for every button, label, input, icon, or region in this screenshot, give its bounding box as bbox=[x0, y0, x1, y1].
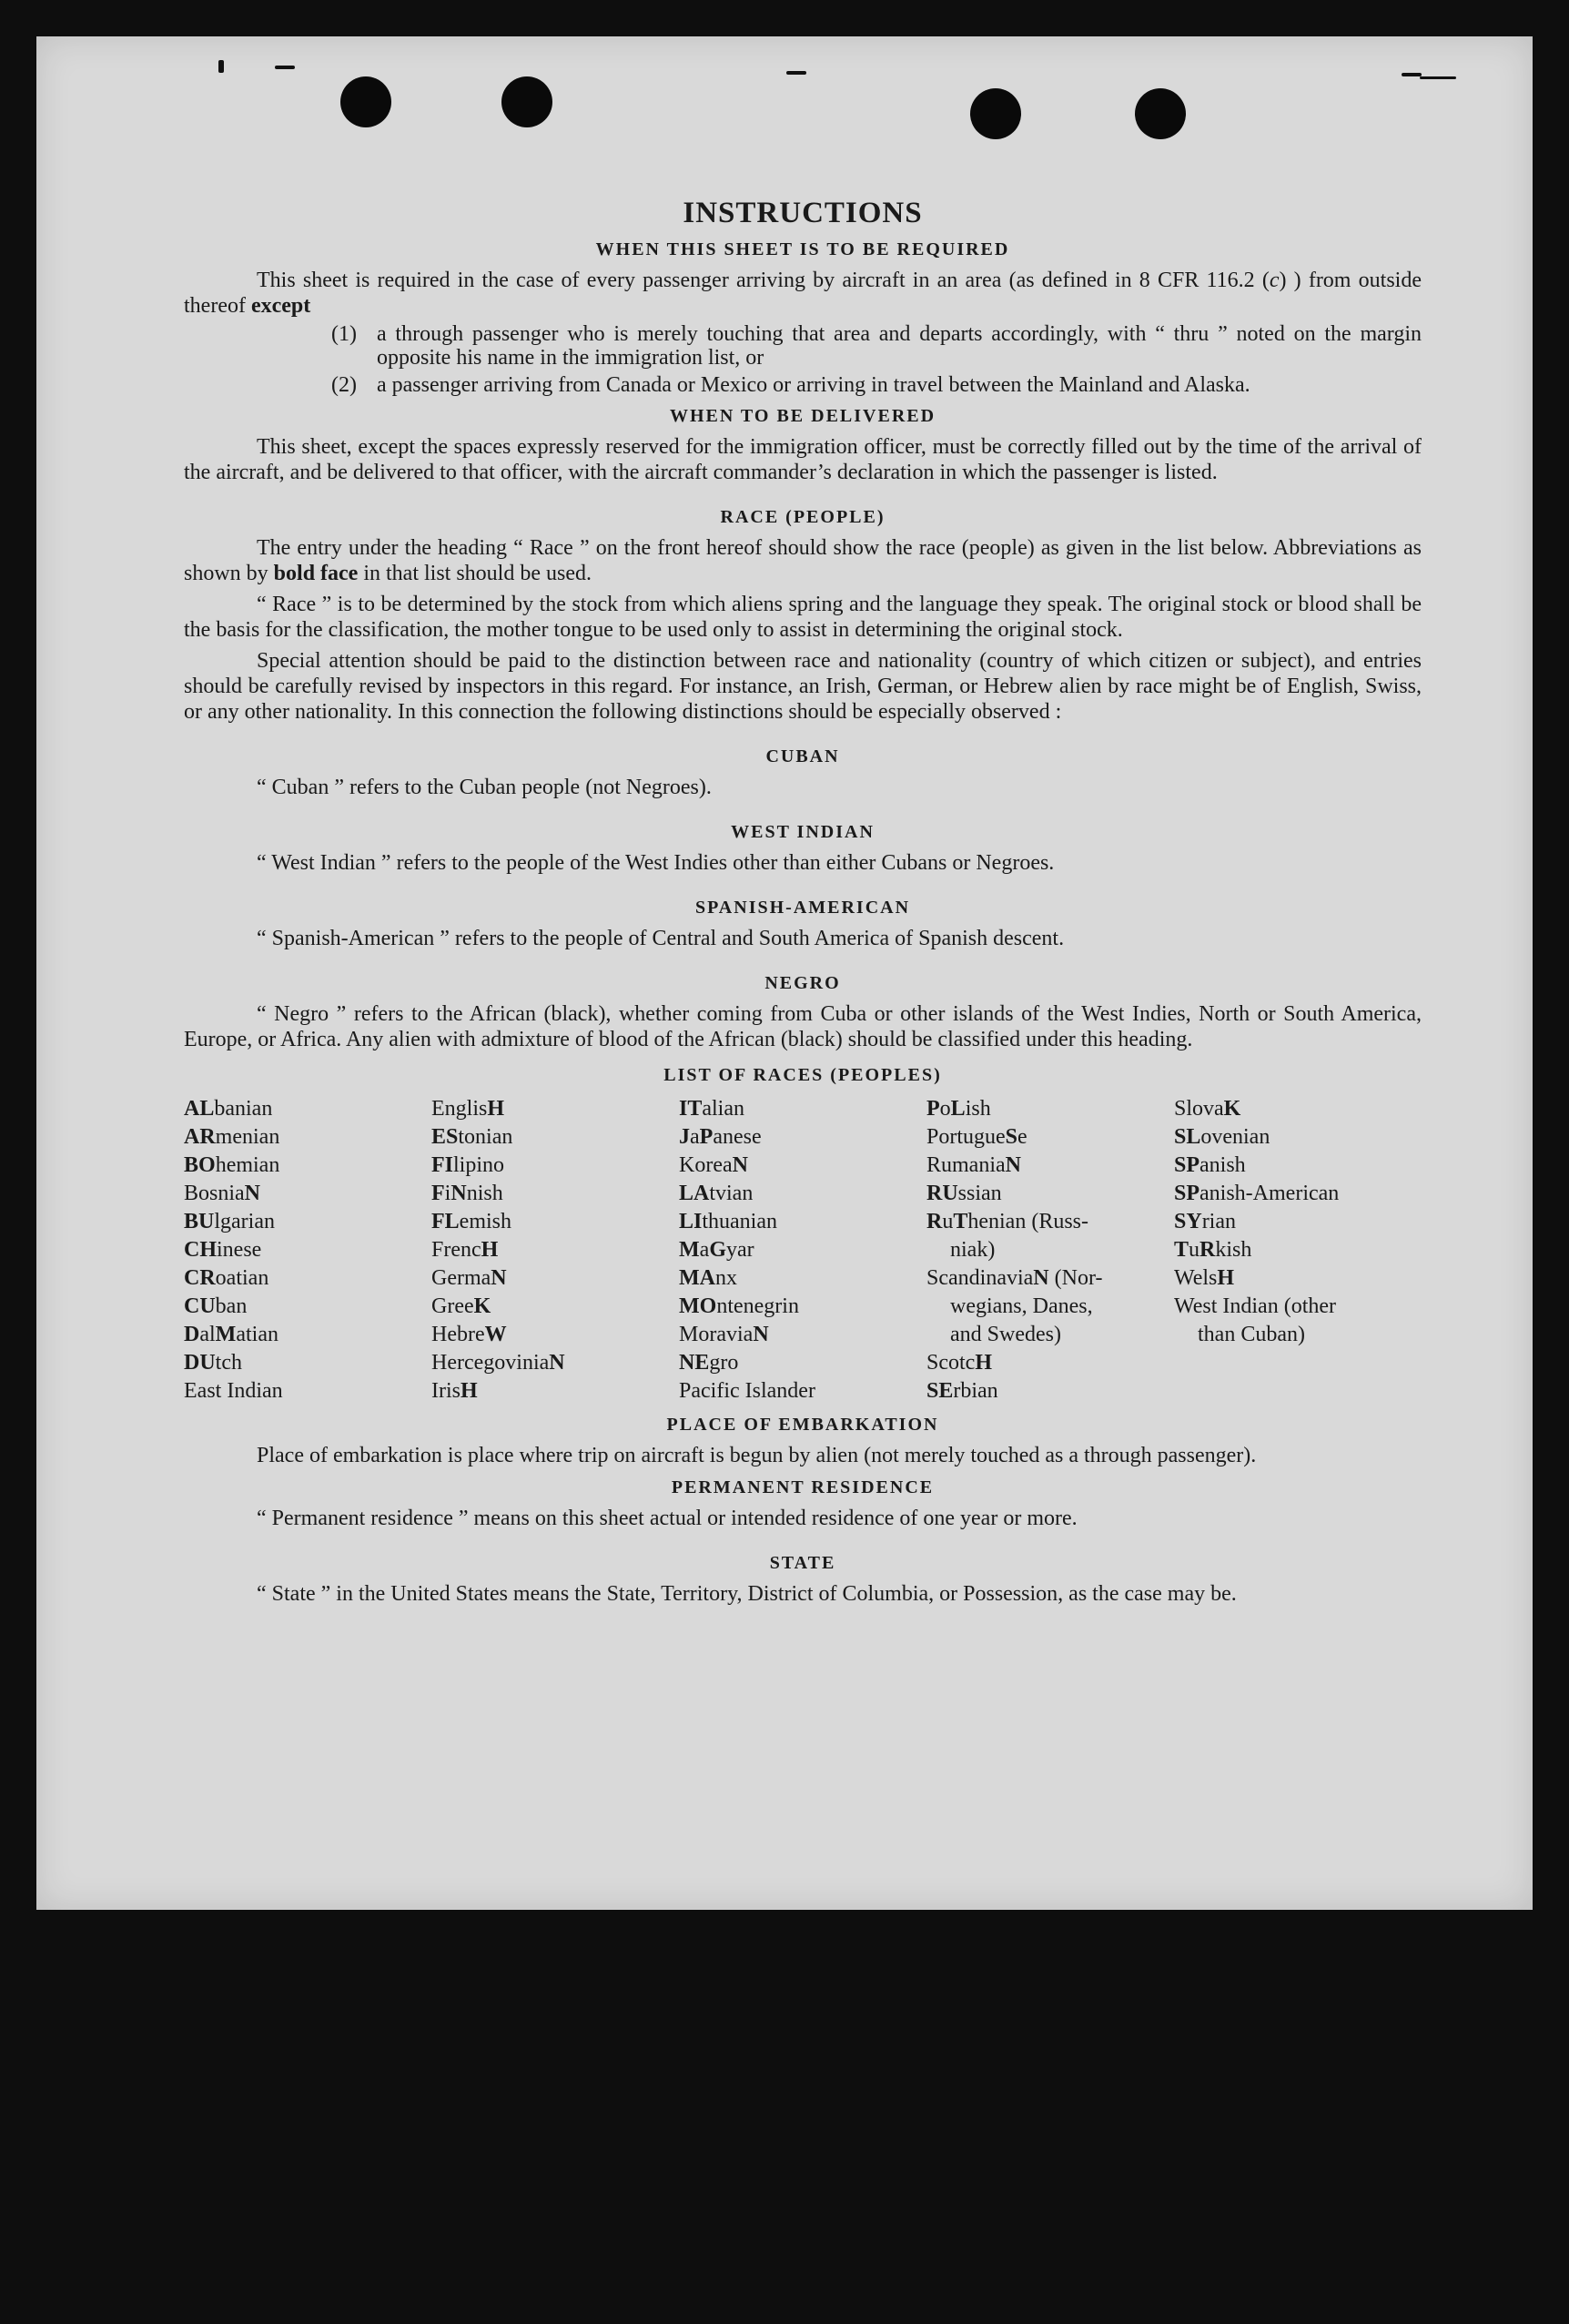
scan-mark bbox=[275, 66, 295, 69]
west-indian-text: “ West Indian ” refers to the people of the West Indies other than either Cubans or Negroes. bbox=[257, 851, 1055, 875]
race-entry: ScotcH bbox=[926, 1351, 992, 1375]
races-column bbox=[926, 1095, 1174, 1406]
instructions-content bbox=[184, 157, 1422, 1607]
race-entry: SErbian bbox=[926, 1379, 998, 1403]
race-entry: CUban bbox=[184, 1294, 248, 1318]
race-entry: RumaniaN bbox=[926, 1153, 1021, 1177]
exception-number: (1) bbox=[331, 322, 357, 346]
cuban-text: “ Cuban ” refers to the Cuban people (not Negroes). bbox=[257, 776, 712, 799]
exception-text: a through passenger who is merely touching that area and departs accordingly, with “ thru ” noted on the margin opposite his name in the immigration list, or bbox=[377, 322, 1422, 370]
races-column bbox=[679, 1095, 926, 1406]
intro-except: except bbox=[250, 294, 311, 318]
race-entry: BOhemian bbox=[184, 1153, 280, 1177]
intro-c: c bbox=[1269, 269, 1280, 292]
race-entry: EnglisH bbox=[431, 1097, 505, 1121]
race-entry: niak) bbox=[950, 1238, 996, 1262]
punch-hole bbox=[501, 76, 552, 127]
race-entry: DalMatian bbox=[184, 1323, 278, 1346]
race-entry: PoLish bbox=[926, 1097, 991, 1121]
race-paragraph-1 bbox=[184, 535, 1422, 586]
race-entry: EStonian bbox=[431, 1125, 513, 1149]
races-column bbox=[184, 1095, 431, 1406]
races-list bbox=[184, 1095, 1422, 1406]
document-sheet bbox=[36, 36, 1533, 1910]
section-heading-negro: NEGRO bbox=[764, 973, 841, 993]
race-entry: FrencH bbox=[431, 1238, 499, 1262]
race-entry: FIlipino bbox=[431, 1153, 505, 1177]
race-p1-text: The entry under the heading “ Race ” on the front hereof should show the race (people) as given in the list below. Abbreviations as shown by bbox=[184, 536, 1422, 585]
race-entry: ITalian bbox=[679, 1097, 744, 1121]
race-entry: BosniaN bbox=[184, 1182, 261, 1205]
race-p1-text-b: in that list should be used. bbox=[363, 562, 592, 585]
race-entry: GermaN bbox=[431, 1266, 507, 1290]
exception-number: (2) bbox=[331, 373, 357, 397]
race-entry: LIthuanian bbox=[679, 1210, 777, 1233]
race-entry: MoraviaN bbox=[679, 1323, 769, 1346]
section-heading-embarkation: PLACE OF EMBARKATION bbox=[666, 1415, 939, 1435]
race-entry: SPanish-American bbox=[1174, 1182, 1340, 1205]
race-entry: SLovenian bbox=[1174, 1125, 1270, 1149]
races-column bbox=[431, 1095, 679, 1406]
race-entry: than Cuban) bbox=[1198, 1323, 1305, 1346]
race-paragraph-3: Special attention should be paid to the distinction between race and nationality (country of which citizen or subject), and entries should be carefully revised by inspectors in this regard. For instance, an Irish, German, or Hebrew alien by race might be of English, Swiss, or any other nationality. In this connection the following distinctions should be especially observed : bbox=[184, 649, 1422, 724]
race-entry: PortugueSe bbox=[926, 1125, 1027, 1149]
section-heading-required: WHEN THIS SHEET IS TO BE REQUIRED bbox=[595, 239, 1010, 259]
section-heading-state: STATE bbox=[769, 1553, 836, 1573]
race-entry: SlovaK bbox=[1174, 1097, 1241, 1121]
section-heading-residence: PERMANENT RESIDENCE bbox=[671, 1477, 935, 1497]
punch-hole bbox=[340, 76, 391, 127]
race-paragraph-2: “ Race ” is to be determined by the stock from which aliens spring and the language they speak. The original stock or blood shall be the basis for the classification, the mother tongue to be used only to assist in determining the original stock. bbox=[184, 593, 1422, 642]
race-entry: BUlgarian bbox=[184, 1210, 275, 1233]
race-entry: MaGyar bbox=[679, 1238, 754, 1262]
races-column bbox=[1174, 1095, 1422, 1406]
exception-item bbox=[331, 373, 1422, 397]
section-heading-delivered: WHEN TO BE DELIVERED bbox=[669, 406, 936, 426]
required-intro bbox=[184, 268, 1422, 319]
race-entry: and Swedes) bbox=[950, 1323, 1061, 1346]
race-entry: DUtch bbox=[184, 1351, 242, 1375]
state-text: “ State ” in the United States means the State, Territory, District of Columbia, or Possession, as the case may be. bbox=[257, 1582, 1237, 1606]
punch-hole bbox=[1135, 88, 1186, 139]
punch-hole bbox=[970, 88, 1021, 139]
embarkation-text: Place of embarkation is place where trip on aircraft is begun by alien (not merely touched as a through passenger). bbox=[257, 1444, 1257, 1467]
negro-text: “ Negro ” refers to the African (black), whether coming from Cuba or other islands of the West Indies, North or South America, Europe, or Africa. Any alien with admixture of blood of the African (black) should be classified under this heading. bbox=[184, 1002, 1422, 1051]
race-entry: GreeK bbox=[431, 1294, 491, 1318]
race-entry: ALbanian bbox=[184, 1097, 273, 1121]
race-entry: MAnx bbox=[679, 1266, 737, 1290]
race-entry: HercegoviniaN bbox=[431, 1351, 565, 1375]
scan-mark bbox=[786, 71, 806, 75]
race-entry: ScandinaviaN (Nor- bbox=[926, 1266, 1103, 1290]
race-entry: RUssian bbox=[926, 1182, 1002, 1205]
page-title: INSTRUCTIONS bbox=[683, 197, 923, 229]
race-entry: West Indian (other bbox=[1174, 1294, 1337, 1318]
race-entry: CRoatian bbox=[184, 1266, 269, 1290]
race-entry: SPanish bbox=[1174, 1153, 1246, 1177]
race-entry: KoreaN bbox=[679, 1153, 748, 1177]
section-heading-west-indian: WEST INDIAN bbox=[731, 822, 875, 842]
race-p1-bold: bold face bbox=[273, 562, 359, 585]
spanish-american-text: “ Spanish-American ” refers to the people of Central and South America of Spanish descent. bbox=[257, 927, 1065, 950]
section-heading-race: RACE (PEOPLE) bbox=[720, 507, 886, 527]
intro-text-b: ) ) from outside thereof bbox=[184, 269, 1422, 318]
scan-mark bbox=[1402, 73, 1422, 76]
race-entry: LAtvian bbox=[679, 1182, 754, 1205]
section-heading-cuban: CUBAN bbox=[765, 746, 840, 766]
race-entry: TuRkish bbox=[1174, 1238, 1252, 1262]
section-heading-races-list: LIST OF RACES (PEOPLES) bbox=[663, 1065, 942, 1085]
delivered-text: This sheet, except the spaces expressly reserved for the immigration officer, must be correctly filled out by the time of the arrival of the aircraft, and be delivered to that officer, with the aircraft commander’s declaration in which the passenger is listed. bbox=[184, 435, 1422, 484]
race-entry: WelsH bbox=[1174, 1266, 1235, 1290]
exception-item bbox=[331, 322, 1422, 370]
race-entry: JaPanese bbox=[679, 1125, 762, 1149]
residence-text: “ Permanent residence ” means on this sheet actual or intended residence of one year or more. bbox=[257, 1507, 1078, 1530]
intro-text: This sheet is required in the case of every passenger arriving by aircraft in an area (as defined in 8 CFR 116.2 ( bbox=[257, 269, 1270, 292]
race-entry: FiNnish bbox=[431, 1182, 503, 1205]
race-entry: CHinese bbox=[184, 1238, 262, 1262]
exception-text: a passenger arriving from Canada or Mexico or arriving in travel between the Mainland and Alaska. bbox=[377, 373, 1250, 397]
race-entry: wegians, Danes, bbox=[950, 1294, 1093, 1318]
section-heading-spanish-american: SPANISH-AMERICAN bbox=[694, 898, 911, 918]
race-entry: East Indian bbox=[184, 1379, 283, 1403]
race-entry: Pacific Islander bbox=[679, 1379, 815, 1403]
race-entry: HebreW bbox=[431, 1323, 507, 1346]
race-entry: RuThenian (Russ- bbox=[926, 1210, 1089, 1233]
race-entry: MOntenegrin bbox=[679, 1294, 799, 1318]
scan-mark bbox=[218, 60, 224, 73]
race-entry: FLemish bbox=[431, 1210, 511, 1233]
race-entry: IrisH bbox=[431, 1379, 478, 1403]
race-entry: NEgro bbox=[679, 1351, 739, 1375]
race-entry: SYrian bbox=[1174, 1210, 1236, 1233]
race-entry: ARmenian bbox=[184, 1125, 280, 1149]
scan-mark bbox=[1420, 76, 1456, 79]
